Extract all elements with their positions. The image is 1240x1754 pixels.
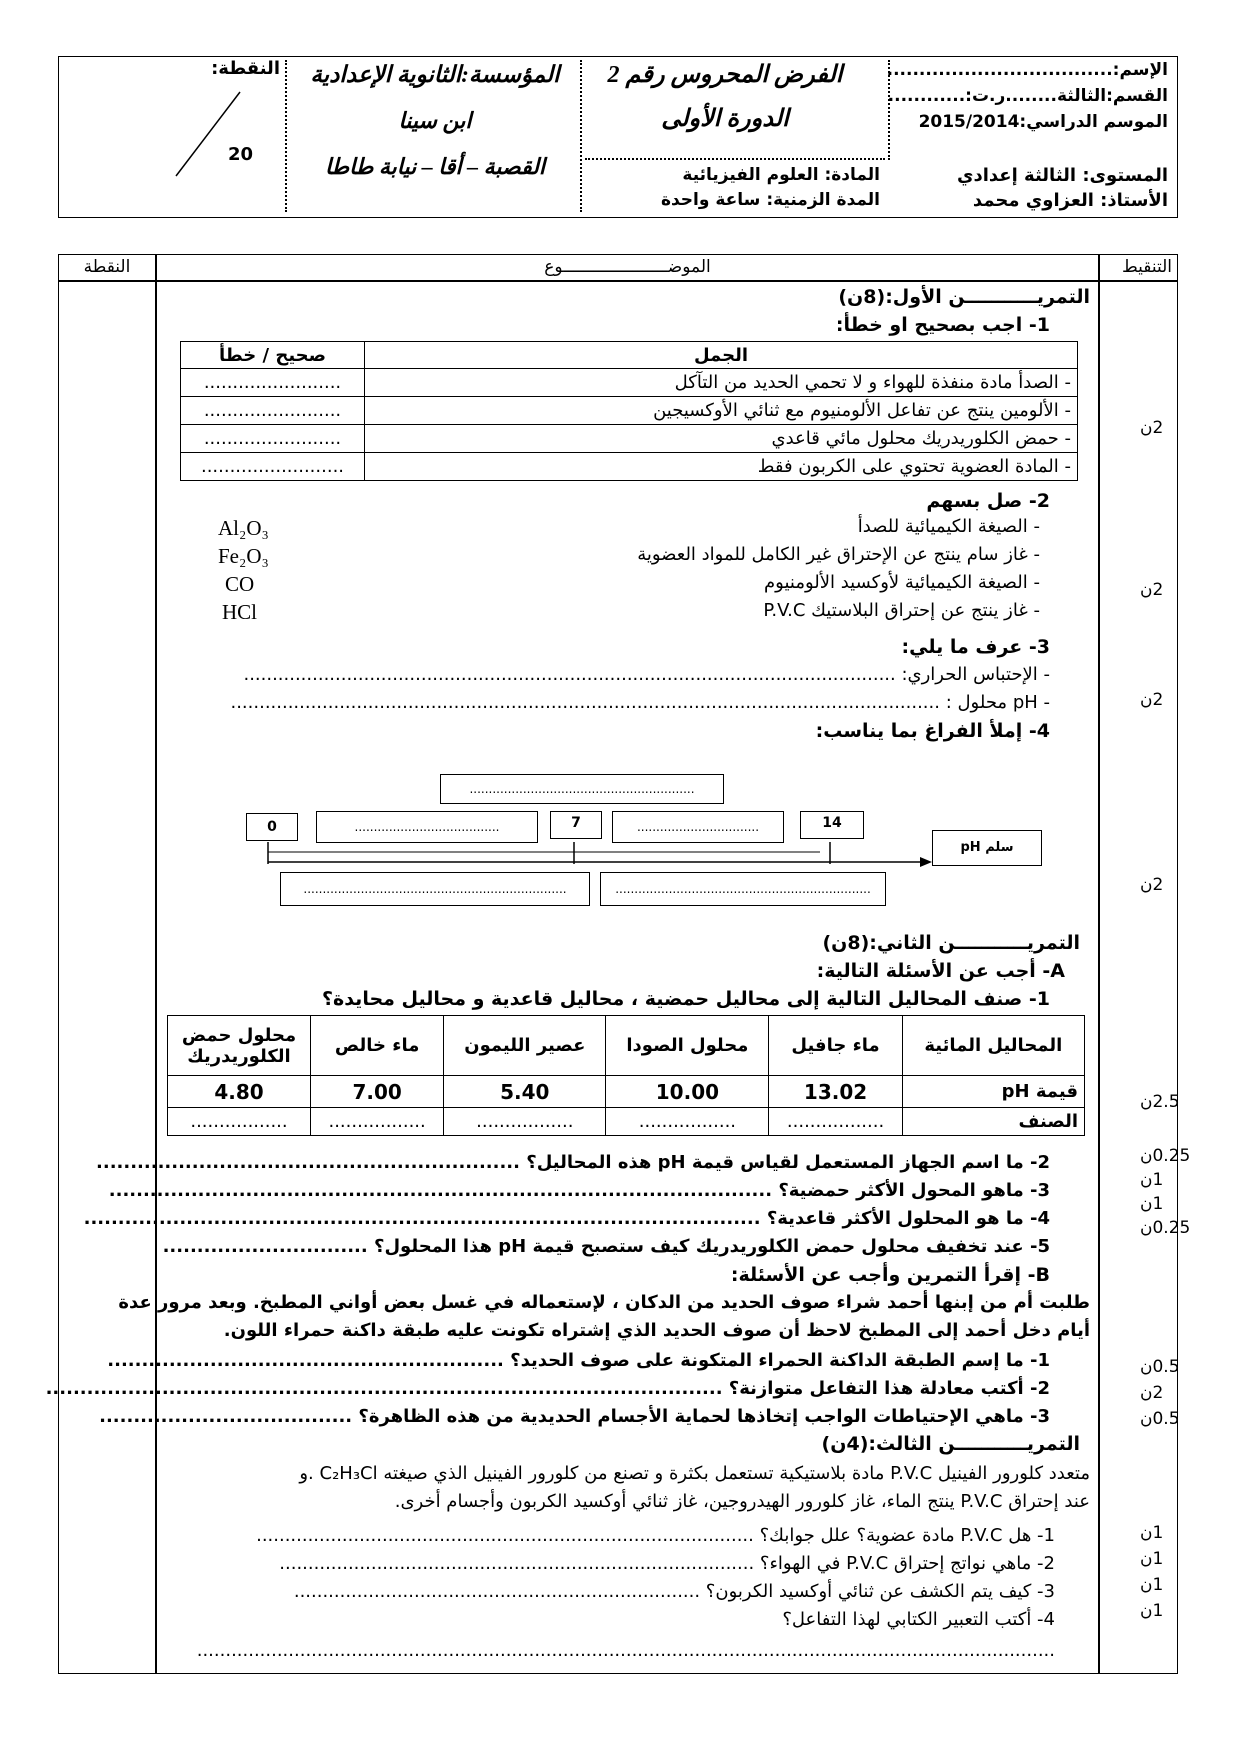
ph-value: 5.40 <box>444 1076 606 1108</box>
class-blank[interactable]: ................. <box>444 1108 606 1136</box>
ex3-q1: 1- هل P.V.C مادة عضوية؟ علل جوابك؟ ....................................................................................... <box>256 1525 1055 1546</box>
ex1-title: التمريـــــــــــن الأول:(8ن) <box>838 286 1090 308</box>
definition-line: - الإحتباس الحراري: .................................................................................................................. <box>243 664 1050 685</box>
ex3-text-2: عند إحتراق P.V.C ينتج الماء، غاز كلورور الهيدروجين، غاز ثنائي أوكسيد الكربون وأجسام أخرى. <box>394 1491 1090 1512</box>
ex3-title: التمريـــــــــــن الثالث:(4ن) <box>821 1433 1080 1455</box>
sol-head: ماء خالص <box>311 1016 444 1076</box>
ex2-b-q3: 3- ماهي الإحتياطات الواجب إتخاذها لحماية الأجسام الحديدية من هذه الظاهرة؟ ..................................... <box>99 1406 1050 1427</box>
formula-fe2o3: Fe₂O₃ <box>218 544 269 568</box>
points-ex2-b-q2: 2ن <box>1140 1383 1164 1403</box>
ph-value: 10.00 <box>606 1076 769 1108</box>
ex1-q2: 2- صل بسهم <box>926 490 1050 512</box>
mark-14-box <box>800 811 864 839</box>
mark-7: 7 <box>571 815 581 831</box>
points-ex1-q1: 2ن <box>1140 418 1164 438</box>
points-ex3-q3: 1ن <box>1140 1575 1164 1595</box>
tf-answer[interactable]: ......................... <box>181 453 365 481</box>
points-ex1-q4: 2ن <box>1140 875 1164 895</box>
scale-top-blank[interactable]: ........................................................... <box>469 782 695 796</box>
ex3-q2: 2- ماهي نواتج إحتراق P.V.C في الهواء؟ ................................................................................... <box>279 1553 1055 1574</box>
header-divider-2 <box>580 60 582 212</box>
class-field: القسم:الثالثة........ر.ت:............ <box>887 86 1168 106</box>
tf-head-sentence: الجمل <box>365 342 1078 369</box>
level-field: المستوى: الثالثة إعدادي <box>957 165 1168 186</box>
scale-box-d <box>600 872 886 906</box>
points-ex3-q4: 1ن <box>1140 1601 1164 1621</box>
duration-field: المدة الزمنية: ساعة واحدة <box>660 190 880 210</box>
teacher-field: الأستاذ: العزاوي محمد <box>972 190 1168 211</box>
scale-box-c <box>280 872 590 906</box>
true-false-table <box>180 341 1078 481</box>
col-subject: الموضـــــــــــــــــــــوع <box>544 257 711 277</box>
header-divider-1 <box>285 60 287 212</box>
definition-line: - pH محلول : ............................................................................................................................ <box>230 692 1050 713</box>
sol-head: عصير الليمون <box>444 1016 606 1076</box>
mark-7-box <box>550 811 602 839</box>
ex3-answer-line[interactable]: ...................................................................................................................................................... <box>196 1640 1055 1661</box>
col-divider-right <box>1098 254 1100 1674</box>
tf-sentence: - الألومين ينتج عن تفاعل الألومنيوم مع ثنائي الأوكسيجين <box>365 397 1078 425</box>
ex2-b-q1: 1- ما إسم الطبقة الداكنة الحمراء المتكونة على صوف الحديد؟ .......................................................... <box>107 1350 1050 1371</box>
ex1-q1: 1- اجب بصحيح او خطأ: <box>835 314 1050 336</box>
points-ex1-q3: 2ن <box>1140 690 1164 710</box>
tf-sentence: - حمض الكلوريدريك محلول مائي قاعدي <box>365 425 1078 453</box>
exam-session: الدورة الأولى <box>661 106 789 132</box>
ex2-q5: 5- عند تخفيف محلول حمض الكلوريدريك كيف ستصبح قيمة pH هذا المحلول؟ .............................. <box>162 1236 1050 1257</box>
mark-14: 14 <box>822 815 842 831</box>
sol-head: ماء جافيل <box>769 1016 902 1076</box>
tf-answer[interactable]: ........................ <box>181 369 365 397</box>
ex2-b-text-2: أيام دخل أحمد إلى المطبخ لاحظ أن صوف الحديد الذي إشتراه تكونت عليه طبقة داكنة حمراء اللون. <box>223 1320 1090 1341</box>
scale-top-box <box>440 774 724 804</box>
scale-blank-d[interactable]: ................................................................... <box>615 882 871 896</box>
class-blank[interactable]: ................. <box>168 1108 311 1136</box>
ex2-q3: 3- ماهو المحول الأكثر حمضية؟ ................................................................................................. <box>108 1180 1050 1201</box>
subject-field: المادة: العلوم الفيزيائية <box>682 165 880 185</box>
ex2-q2: 2- ما اسم الجهاز المستعمل لقياس قيمة pH هذه المحاليل؟ .............................................................. <box>96 1152 1050 1173</box>
mark-0: 0 <box>267 819 277 835</box>
points-ex2-q5: 0.25ن <box>1140 1218 1191 1238</box>
mark-0-box <box>246 813 298 841</box>
ex3-q3: 3- كيف يتم الكشف عن ثنائي أوكسيد الكربون؟ ....................................................................... <box>293 1581 1055 1602</box>
ex3-text-1: متعدد كلورور الفينيل P.V.C مادة بلاستيكية تستعمل بكثرة و تصنع من كلورور الفينيل الذي صيغته C₂H₃Cl .و <box>299 1463 1090 1484</box>
year-value: 2015/2014 <box>918 112 1020 132</box>
scale-blank-b[interactable]: ................................ <box>636 820 760 834</box>
ex1-q3: 3- عرف ما يلي: <box>901 636 1050 658</box>
tf-head-answer: صحيح / خطأ <box>181 342 365 369</box>
school-line-3: القصبة – أقا – نيابة طاطا <box>324 154 546 179</box>
points-ex2-q1: 2.5ن <box>1140 1092 1180 1112</box>
match-item: - الصيغة الكيميائية لأوكسيد الألومنيوم <box>764 572 1040 593</box>
ex2-title: التمريـــــــــــن الثاني:(8ن) <box>822 932 1080 954</box>
grade-label: النقطة: <box>211 58 280 79</box>
sol-head: محلول الصودا <box>606 1016 769 1076</box>
header-row-line <box>58 280 1178 282</box>
points-ex2-q2: 0.25ن <box>1140 1146 1191 1166</box>
ph-value: 7.00 <box>311 1076 444 1108</box>
ex2-q4: 4- ما هو المحلول الأكثر قاعدية؟ ................................................................................................... <box>83 1208 1050 1229</box>
grade-total: 20 <box>228 144 254 165</box>
year-field <box>900 112 1168 132</box>
sol-head: محلول حمض الكلوريدريك <box>168 1016 311 1076</box>
school-line-1: المؤسسة:الثانوية الإعدادية <box>310 62 560 87</box>
match-item: - الصيغة الكيميائية للصدأ <box>857 516 1040 537</box>
points-ex2-b-q3: 0.5ن <box>1140 1409 1180 1429</box>
scale-label-box <box>932 830 1042 866</box>
sol-head: المحاليل المائية <box>902 1016 1084 1076</box>
solutions-table <box>167 1015 1085 1136</box>
points-ex3-q2: 1ن <box>1140 1549 1164 1569</box>
scale-label: سلم pH <box>960 840 1014 855</box>
ex2-a-head: A- أجب عن الأسئلة التالية: <box>816 960 1065 982</box>
exam-title: الفرض المحروس رقم 2 <box>607 62 843 88</box>
tf-answer[interactable]: ........................ <box>181 397 365 425</box>
points-ex2-q4: 1ن <box>1140 1194 1164 1214</box>
ex2-b-text-1: طلبت أم من إبنها أحمد شراء صوف الحديد من الدكان ، لإستعماله في غسل بعض أواني المطبخ. وبعد مرور عدة <box>118 1292 1090 1313</box>
ex2-q1: 1- صنف المحاليل التالية إلى محاليل حمضية ، محاليل قاعدية و محاليل محايدة؟ <box>321 988 1050 1010</box>
header-divider-4 <box>585 158 885 160</box>
class-row-label: الصنف <box>902 1108 1084 1136</box>
class-blank[interactable]: ................. <box>769 1108 902 1136</box>
scale-blank-a[interactable]: ...................................... <box>354 820 500 834</box>
school-line-2: ابن سينا <box>398 108 472 133</box>
class-blank[interactable]: ................. <box>606 1108 769 1136</box>
match-item: - غاز سام ينتج عن الإحتراق غير الكامل للمواد العضوية <box>637 544 1040 565</box>
year-label: الموسم الدراسي: <box>1019 112 1168 132</box>
col-grade: النقطة <box>83 257 131 277</box>
name-field: الإسم:................................... <box>886 60 1168 80</box>
points-ex2-b-q1: 0.5ن <box>1140 1357 1180 1377</box>
ph-row-label: قيمة pH <box>902 1076 1084 1108</box>
col-divider-left <box>155 254 157 1674</box>
grade-slash <box>170 88 250 180</box>
formula-co: CO <box>225 572 255 596</box>
formula-al2o3: Al₂O₃ <box>218 516 269 540</box>
formula-hcl: HCl <box>222 600 258 624</box>
tf-answer[interactable]: ........................ <box>181 425 365 453</box>
class-blank[interactable]: ................. <box>311 1108 444 1136</box>
col-scoring: التنقيط <box>1121 257 1172 277</box>
ex1-q4: 4- إملأ الفراغ بما يناسب: <box>815 720 1050 742</box>
scale-axis <box>260 838 940 868</box>
points-ex1-q2: 2ن <box>1140 580 1164 600</box>
ex2-b-q2: 2- أكتب معادلة هذا التفاعل متوازنة؟ ................................................................................................... <box>45 1378 1050 1399</box>
tf-sentence: - المادة العضوية تحتوي على الكربون فقط <box>365 453 1078 481</box>
points-ex2-q3: 1ن <box>1140 1170 1164 1190</box>
tf-sentence: - الصدأ مادة منفذة للهواء و لا تحمي الحديد من التآكل <box>365 369 1078 397</box>
ph-value: 4.80 <box>168 1076 311 1108</box>
match-item: - غاز ينتج عن إحتراق البلاستيك P.V.C <box>763 600 1040 621</box>
ph-value: 13.02 <box>769 1076 902 1108</box>
scale-blank-c[interactable]: ..................................................................... <box>303 882 567 896</box>
ex2-b-head: B- إقرأ التمرين وأجب عن الأسئلة: <box>730 1264 1050 1286</box>
points-ex3-q1: 1ن <box>1140 1523 1164 1543</box>
ex3-q4: 4- أكتب التعبير الكتابي لهذا التفاعل؟ <box>782 1609 1055 1630</box>
